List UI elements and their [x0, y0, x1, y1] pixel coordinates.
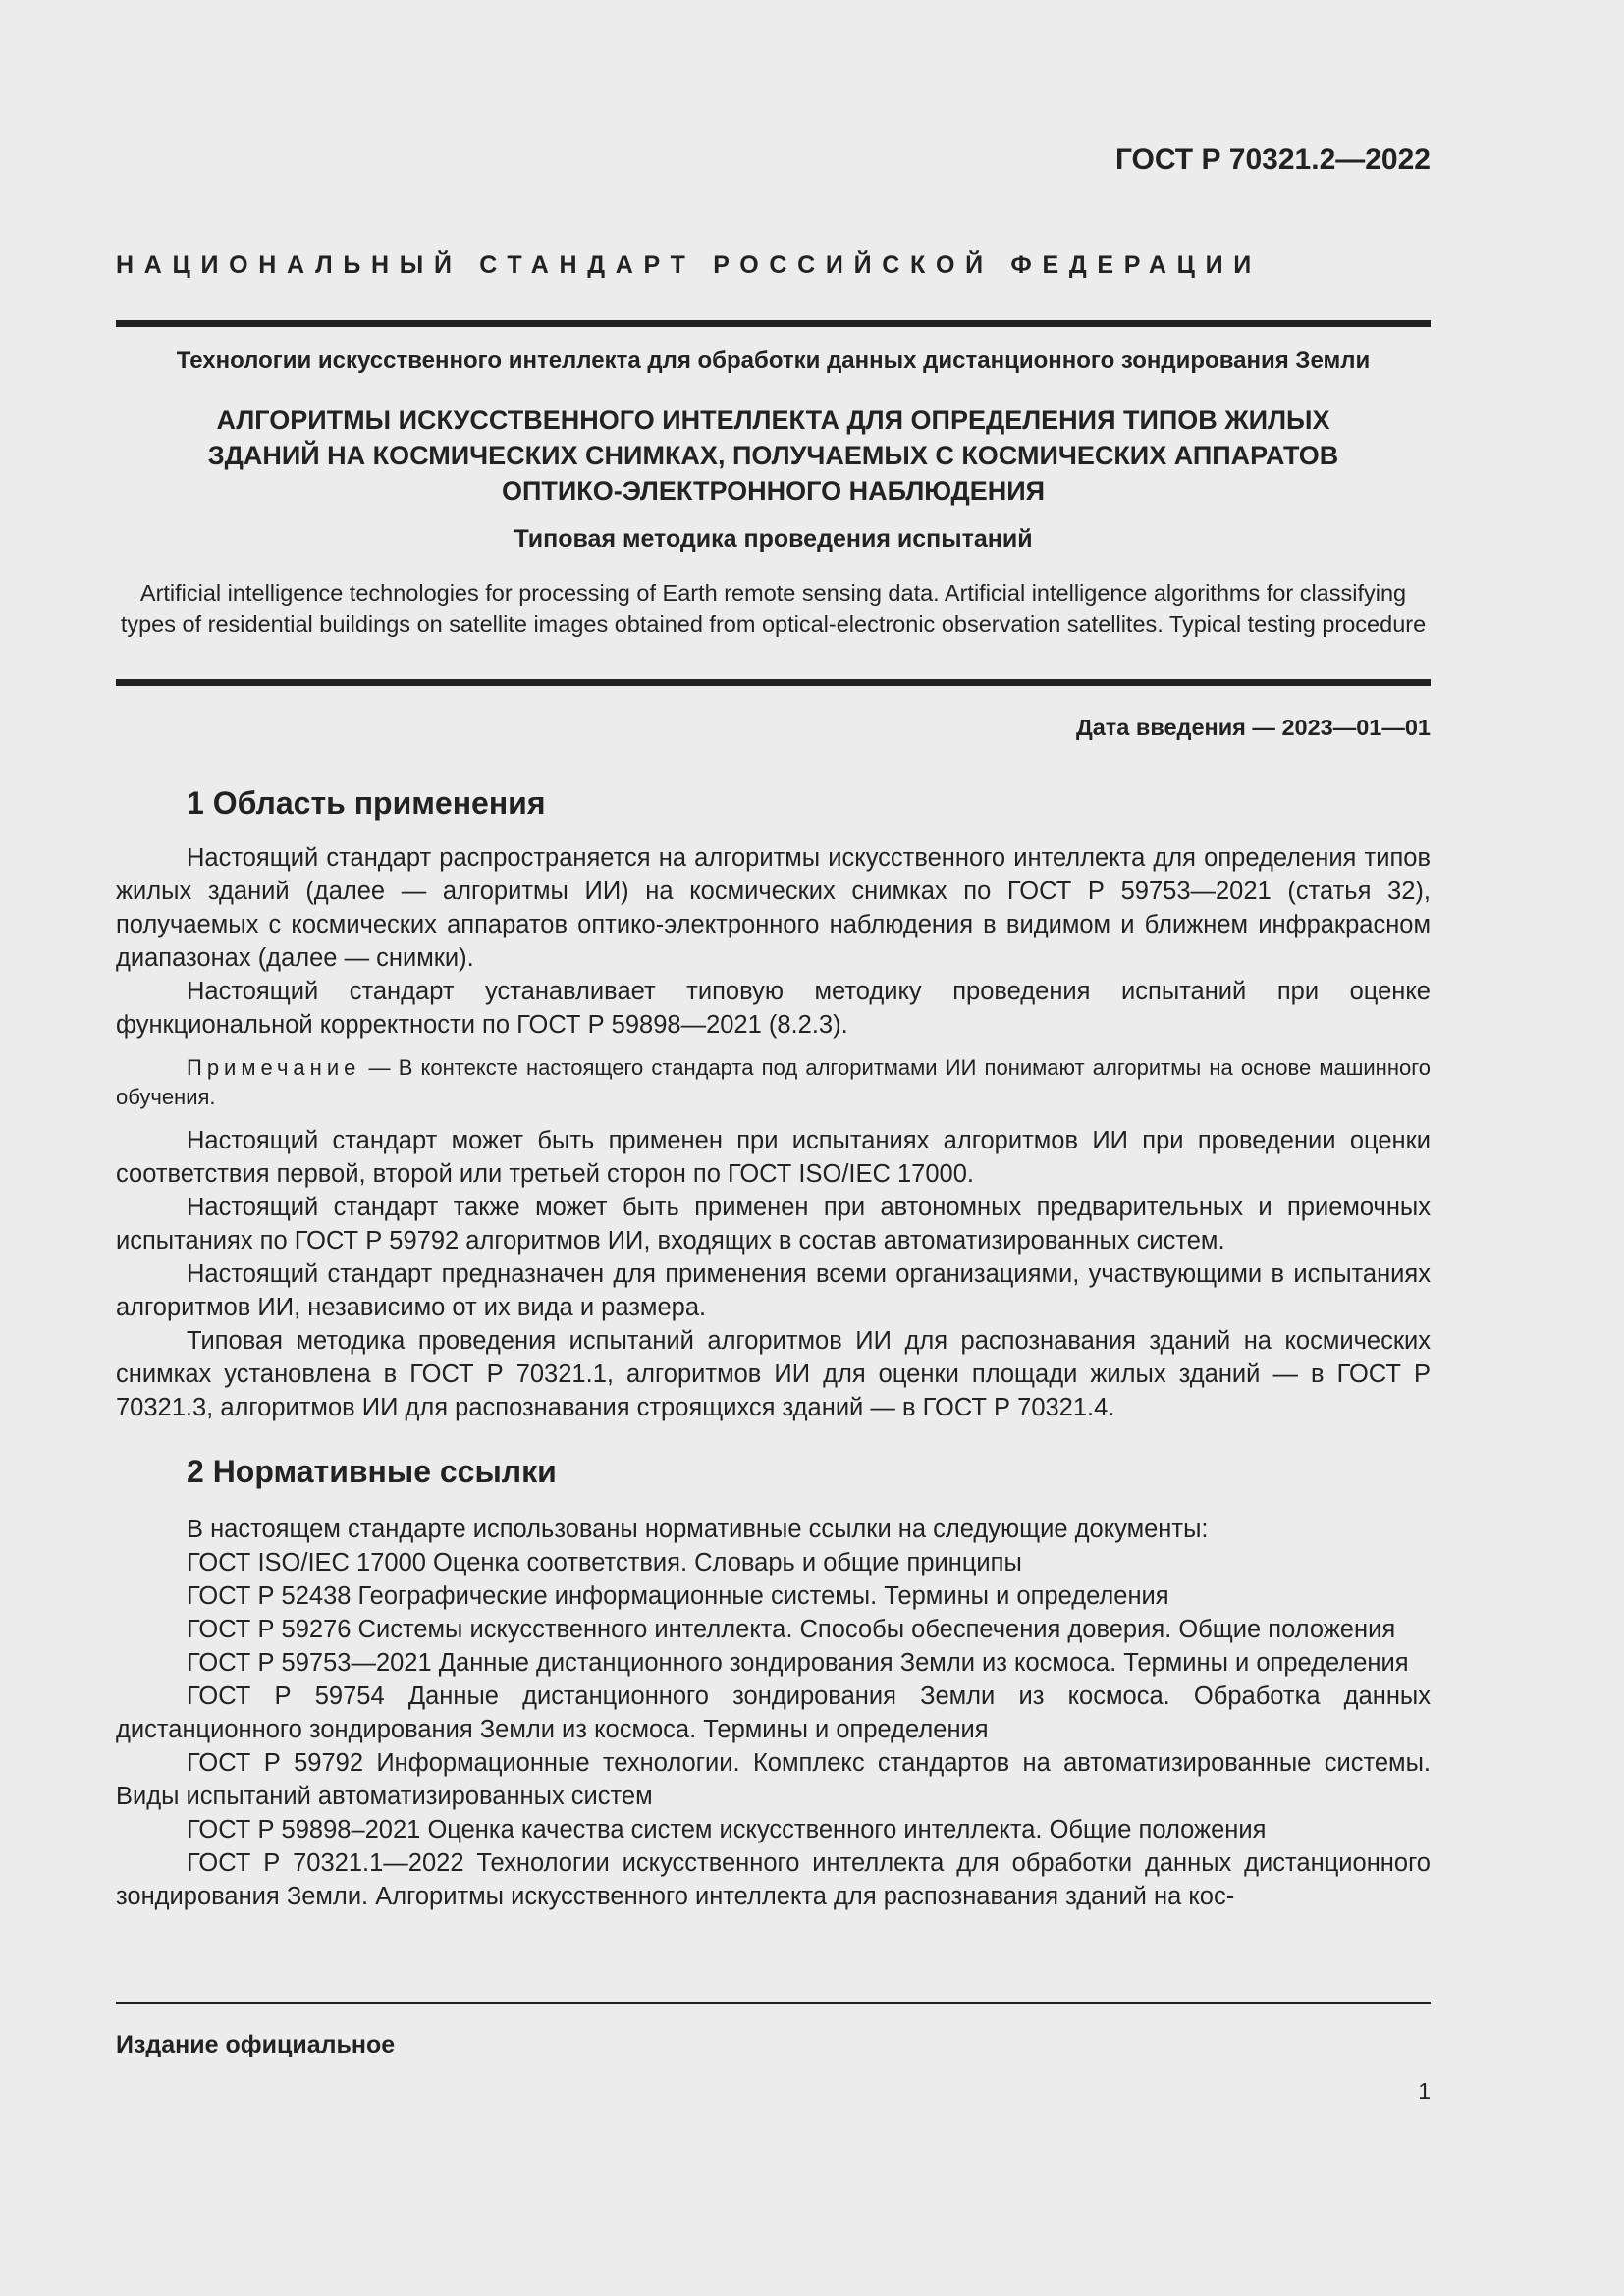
section-1-body — [116, 841, 1431, 1424]
title-line: АЛГОРИТМЫ ИСКУССТВЕННОГО ИНТЕЛЛЕКТА ДЛЯ ОПРЕДЕЛЕНИЯ ТИПОВ ЖИЛЫХ — [216, 405, 1330, 435]
paragraph: Настоящий стандарт предназначен для применения всеми организациями, участвующими в испытаниях алгоритмов ИИ, независимо от их вида и размера. — [116, 1260, 1431, 1321]
document-subject: Технологии искусственного интеллекта для обработки данных дистанционного зондирования Земли — [176, 347, 1371, 374]
paragraph: Настоящий стандарт также может быть применен при автономных предварительных и приемочных испытаниях по ГОСТ Р 59792 алгоритмов ИИ, входящих в состав автоматизированных систем. — [116, 1194, 1431, 1255]
note-text: — В контексте настоящего стандарта под алгоритмами ИИ понимают алгоритмы на основе машинного обучения. — [116, 1055, 1431, 1109]
introduction-date: Дата введения — 2023—01—01 — [1075, 715, 1431, 740]
standard-number: ГОСТ Р 70321.2—2022 — [1114, 143, 1431, 176]
paragraph: Настоящий стандарт распространяется на алгоритмы искусственного интеллекта для определения типов жилых зданий (далее — алгоритмы ИИ) на космических снимках по ГОСТ Р 59753—2021 (статья 32), получаемых с космических аппаратов оптико-электронного наблюдения в видимом и ближнем инфракрасном диапазонах (далее — снимки). — [116, 844, 1431, 972]
document-subtitle: Типовая методика проведения испытаний — [514, 525, 1033, 553]
title-line: ОПТИКО-ЭЛЕКТРОННОГО НАБЛЮДЕНИЯ — [501, 476, 1046, 506]
reference-item: ГОСТ Р 59276 Системы искусственного интеллекта. Способы обеспечения доверия. Общие положения — [187, 1616, 1396, 1643]
top-divider — [116, 320, 1431, 327]
section-2-body — [116, 1513, 1431, 1913]
section-2-heading: 2 Нормативные ссылки — [187, 1454, 557, 1489]
reference-item: ГОСТ Р 52438 Географические информационные системы. Термины и определения — [187, 1582, 1169, 1610]
reference-item: ГОСТ Р 59754 Данные дистанционного зондирования Земли из космоса. Обработка данных дистанционного зондирования Земли из космоса. Термины и определения — [116, 1682, 1431, 1743]
document-title — [116, 402, 1431, 508]
title-divider — [116, 679, 1431, 686]
paragraph: Настоящий стандарт может быть применен при испытаниях алгоритмов ИИ при проведении оценки соответствия первой, второй или третьей сторон по ГОСТ ISO/IEC 17000. — [116, 1127, 1431, 1188]
footer-divider — [116, 2002, 1431, 2004]
note-label: Примечание — [187, 1055, 361, 1080]
reference-item: ГОСТ Р 59898–2021 Оценка качества систем искусственного интеллекта. Общие положения — [187, 1816, 1267, 1843]
official-edition-label: Издание официальное — [116, 2031, 396, 2058]
title-line: ЗДАНИЙ НА КОСМИЧЕСКИХ СНИМКАХ, ПОЛУЧАЕМЫХ С КОСМИЧЕСКИХ АППАРАТОВ — [207, 441, 1339, 470]
note — [116, 1053, 1431, 1112]
page-number: 1 — [1418, 2078, 1431, 2104]
reference-item: ГОСТ Р 59753—2021 Данные дистанционного зондирования Земли из космоса. Термины и определения — [187, 1649, 1409, 1677]
paragraph: В настоящем стандарте использованы нормативные ссылки на следующие документы: — [187, 1516, 1209, 1543]
reference-item: ГОСТ ISO/IEC 17000 Оценка соответствия. Словарь и общие принципы — [187, 1549, 1022, 1576]
national-standard-heading: НАЦИОНАЛЬНЫЙ СТАНДАРТ РОССИЙСКОЙ ФЕДЕРАЦИИ — [116, 251, 1262, 279]
reference-item: ГОСТ Р 59792 Информационные технологии. Комплекс стандартов на автоматизированные системы. Виды испытаний автоматизированных систем — [116, 1749, 1431, 1810]
section-1-heading: 1 Область применения — [187, 785, 546, 821]
paragraph: Настоящий стандарт устанавливает типовую методику проведения испытаний при оценке функциональной корректности по ГОСТ Р 59898—2021 (8.2.3). — [116, 978, 1431, 1039]
reference-item: ГОСТ Р 70321.1—2022 Технологии искусственного интеллекта для обработки данных дистанционного зондирования Земли. Алгоритмы искусственного интеллекта для распознавания зданий на кос- — [116, 1849, 1431, 1910]
paragraph: Типовая методика проведения испытаний алгоритмов ИИ для распознавания зданий на космических снимках установлена в ГОСТ Р 70321.1, алгоритмов ИИ для оценки площади жилых зданий — в ГОСТ Р 70321.3, алгоритмов ИИ для распознавания строящихся зданий — в ГОСТ Р 70321.4. — [116, 1327, 1431, 1421]
english-title: Artificial intelligence technologies for processing of Earth remote sensing data. Artificial intelligence algorithms for classifying types of residential buildings on satellite images obtained from optical-electronic observation satellites. Typical testing procedure — [120, 580, 1427, 637]
